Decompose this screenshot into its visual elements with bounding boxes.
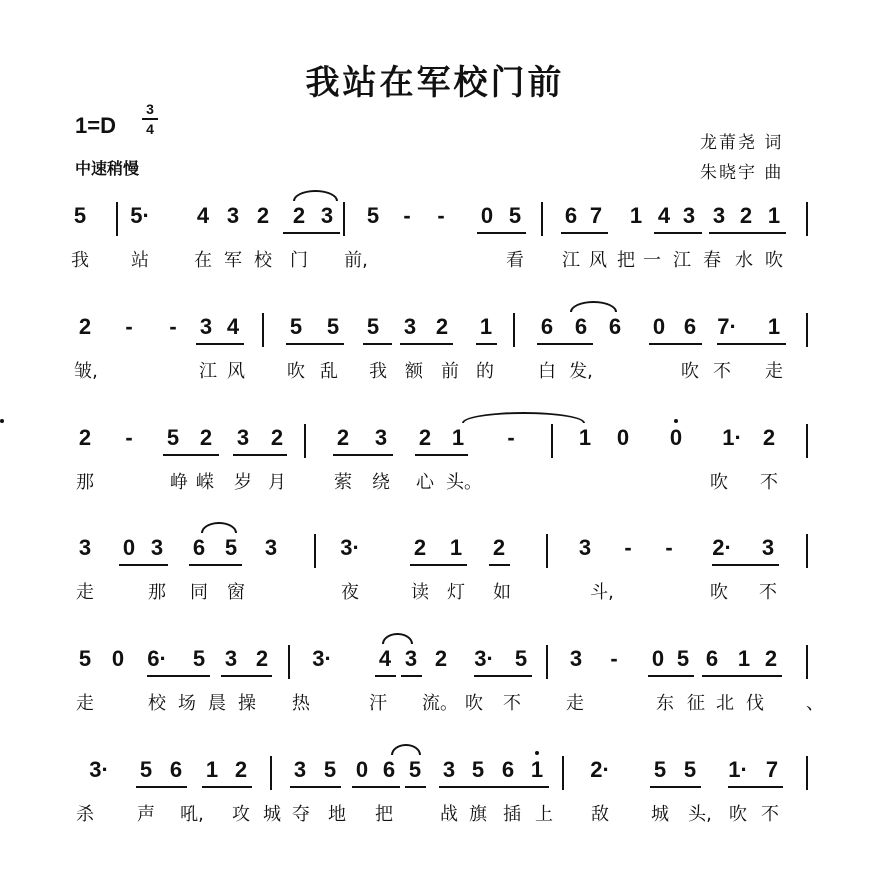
beam-underline: [401, 675, 422, 677]
lyric-syllable: 江: [199, 361, 217, 382]
beam-underline: [136, 786, 187, 788]
note: 0: [616, 425, 630, 450]
lyric-syllable: 白: [538, 361, 556, 382]
lyric-syllable: 吹: [729, 804, 747, 825]
beam-underline: [286, 343, 344, 345]
lyric-syllable: 头,: [688, 804, 712, 825]
note: 0: [652, 314, 666, 339]
beam-underline: [163, 454, 219, 456]
lyric-syllable: 月: [268, 472, 286, 493]
lyric-syllable: 上: [535, 804, 553, 825]
composer-credit: 朱晓宇 曲: [700, 163, 784, 183]
note: 4: [226, 314, 240, 339]
beam-underline: [477, 232, 526, 234]
lyric-syllable: 校: [254, 250, 272, 271]
tie-slur: [462, 412, 585, 423]
beam-underline: [439, 786, 549, 788]
lyric-syllable: 江: [562, 250, 580, 271]
note: 1: [578, 425, 592, 450]
notation-line: [0, 756, 870, 796]
note: 3: [78, 535, 92, 560]
lyric-syllable: 征: [687, 693, 705, 714]
note: 5: [326, 314, 340, 339]
octave-dot: [0, 419, 4, 423]
sustain-dash: -: [665, 535, 673, 560]
note: 3: [712, 203, 726, 228]
note: 3: [236, 425, 250, 450]
note: 1·: [722, 425, 742, 450]
lyric-syllable: 一: [643, 250, 661, 271]
beam-underline: [537, 343, 593, 345]
note: 6: [540, 314, 554, 339]
lyric-syllable: 吹: [710, 472, 728, 493]
sustain-dash: -: [403, 203, 411, 228]
lyric-line: [0, 468, 778, 493]
note: 5: [192, 646, 206, 671]
bar-line: [116, 202, 118, 236]
lyric-syllable: 发,: [569, 361, 593, 382]
note: 5: [73, 203, 87, 228]
note: 2: [78, 314, 92, 339]
beam-underline: [375, 675, 396, 677]
lyric-syllable: 窗: [227, 582, 245, 603]
lyric-syllable: 走: [765, 361, 783, 382]
beam-underline: [728, 786, 783, 788]
note: 3·: [474, 646, 494, 671]
bar-line: [806, 202, 808, 236]
notation-line: [0, 645, 870, 685]
lyric-syllable: 吹: [287, 361, 305, 382]
lyric-syllable: 春: [703, 250, 721, 271]
bar-line: [806, 424, 808, 458]
lyric-syllable: 场: [178, 693, 196, 714]
bar-line: [304, 424, 306, 458]
lyric-syllable: 江: [673, 250, 691, 271]
bar-line: [270, 756, 272, 790]
note: 5: [139, 757, 153, 782]
lyric-syllable: 水: [735, 250, 753, 271]
lyric-syllable: 旗: [469, 804, 487, 825]
lyric-syllable: 吹: [465, 693, 483, 714]
note: 4: [378, 646, 392, 671]
lyric-syllable: 不: [759, 582, 777, 603]
note: 1: [205, 757, 219, 782]
bar-line: [551, 424, 553, 458]
note: 3·: [340, 535, 360, 560]
lyric-syllable: 在: [194, 250, 212, 271]
lyric-syllable: 的: [476, 361, 494, 382]
lyric-syllable: 前,: [344, 250, 368, 271]
beam-underline: [410, 564, 467, 566]
lyric-syllable: 吼,: [180, 804, 204, 825]
lyric-syllable: 不: [760, 472, 778, 493]
lyric-syllable: 城: [651, 804, 669, 825]
sustain-dash: -: [437, 203, 445, 228]
lyric-syllable: 乱: [320, 361, 338, 382]
note: 7·: [717, 314, 737, 339]
beam-underline: [221, 675, 272, 677]
beam-underline: [119, 564, 168, 566]
note: 3: [199, 314, 213, 339]
note: 3: [293, 757, 307, 782]
note: 6: [705, 646, 719, 671]
lyric-syllable: 走: [76, 693, 94, 714]
note: 2: [418, 425, 432, 450]
note: 3: [404, 646, 418, 671]
note: 6: [192, 535, 206, 560]
note: 2: [764, 646, 778, 671]
note: 2: [762, 425, 776, 450]
note: 0: [669, 425, 683, 450]
bar-line: [562, 756, 564, 790]
lyric-syllable: 灯: [447, 582, 465, 603]
note: 5: [366, 314, 380, 339]
note: 2: [234, 757, 248, 782]
lyric-syllable: 吹: [710, 582, 728, 603]
note: 3·: [312, 646, 332, 671]
beam-underline: [405, 786, 426, 788]
lyric-syllable: 军: [224, 250, 242, 271]
note: 1: [479, 314, 493, 339]
note: 3: [320, 203, 334, 228]
note: 5: [224, 535, 238, 560]
lyric-syllable: 战: [440, 804, 458, 825]
note: 2: [413, 535, 427, 560]
beam-underline: [702, 675, 782, 677]
note: 6: [501, 757, 515, 782]
time-signature: [142, 101, 158, 137]
note: 5: [366, 203, 380, 228]
lyric-syllable: 风: [589, 250, 607, 271]
lyric-syllable: 热: [292, 693, 310, 714]
note: 5: [653, 757, 667, 782]
bar-line: [806, 534, 808, 568]
note: 0: [122, 535, 136, 560]
beam-underline: [290, 786, 341, 788]
lyric-syllable: 峥: [170, 472, 188, 493]
note: 2: [270, 425, 284, 450]
bar-line: [806, 313, 808, 347]
beam-underline: [712, 564, 779, 566]
lyric-syllable: 走: [566, 693, 584, 714]
lyric-syllable: 夺: [292, 804, 310, 825]
bar-line: [513, 313, 515, 347]
sustain-dash: -: [624, 535, 632, 560]
note: 5: [289, 314, 303, 339]
lyric-syllable: 、: [806, 693, 824, 714]
lyric-syllable: 敌: [591, 804, 609, 825]
note: 2: [199, 425, 213, 450]
lyric-syllable: 斗,: [590, 582, 614, 603]
lyric-syllable: 看: [506, 250, 524, 271]
beam-underline: [147, 675, 210, 677]
lyric-syllable: 吹: [681, 361, 699, 382]
beam-underline: [363, 343, 392, 345]
notation-line: [0, 424, 870, 464]
lyric-syllable: 岁: [234, 472, 252, 493]
tempo-marking: 中速稍慢: [75, 159, 140, 178]
note: 6: [608, 314, 622, 339]
lyric-syllable: 声: [137, 804, 155, 825]
octave-dot: [674, 419, 678, 423]
lyric-syllable: 心: [416, 472, 434, 493]
tie-slur: [391, 744, 421, 755]
time-signature-bottom: 4: [146, 121, 154, 137]
lyric-syllable: 前: [441, 361, 459, 382]
sustain-dash: -: [169, 314, 177, 339]
lyric-syllable: 把: [617, 250, 635, 271]
note: 5: [471, 757, 485, 782]
beam-underline: [648, 675, 694, 677]
lyric-syllable: 插: [503, 804, 521, 825]
lyric-syllable: 我: [71, 250, 89, 271]
lyric-syllable: 走: [76, 582, 94, 603]
beam-underline: [333, 454, 393, 456]
note: 4: [196, 203, 210, 228]
song-title: 我站在军校门前: [305, 63, 565, 103]
note: 0: [111, 646, 125, 671]
note: 6: [683, 314, 697, 339]
beam-underline: [649, 343, 702, 345]
note: 2·: [590, 757, 610, 782]
note: 2: [492, 535, 506, 560]
note: 2: [292, 203, 306, 228]
lyric-syllable: 不: [503, 693, 521, 714]
lyric-syllable: 把: [375, 804, 393, 825]
lyric-syllable: 流。: [422, 693, 458, 714]
lyric-syllable: 站: [131, 250, 149, 271]
key-signature: 1=D: [75, 113, 116, 138]
note: 3·: [89, 757, 109, 782]
tie-slur: [382, 633, 413, 644]
sustain-dash: -: [610, 646, 618, 671]
note: 1: [449, 535, 463, 560]
bar-line: [541, 202, 543, 236]
bar-line: [314, 534, 316, 568]
note: 7: [765, 757, 779, 782]
note: 3: [569, 646, 583, 671]
lyric-syllable: 夜: [341, 582, 359, 603]
note: 0: [651, 646, 665, 671]
lyric-syllable: 地: [328, 804, 346, 825]
note: 6: [564, 203, 578, 228]
beam-underline: [233, 454, 287, 456]
note: 7: [589, 203, 603, 228]
note: 5: [166, 425, 180, 450]
note: 0: [355, 757, 369, 782]
lyric-syllable: 那: [148, 582, 166, 603]
lyric-syllable: 城: [263, 804, 281, 825]
note: 5: [514, 646, 528, 671]
sustain-dash: -: [507, 425, 515, 450]
lyric-line: [0, 689, 824, 714]
notation-line: [0, 313, 870, 353]
lyric-syllable: 皱,: [74, 361, 98, 382]
lyric-syllable: 读: [411, 582, 429, 603]
beam-underline: [717, 343, 786, 345]
beam-underline: [654, 232, 702, 234]
beam-underline: [476, 343, 497, 345]
lyric-syllable: 如: [493, 582, 511, 603]
lyric-syllable: 额: [405, 361, 423, 382]
note: 6·: [147, 646, 167, 671]
lyric-syllable: 嵘: [196, 472, 214, 493]
note: 1: [530, 757, 544, 782]
note: 3: [403, 314, 417, 339]
note: 3: [224, 646, 238, 671]
lyric-syllable: 伐: [746, 693, 764, 714]
sustain-dash: -: [125, 314, 133, 339]
note: 2: [255, 646, 269, 671]
note: 5: [78, 646, 92, 671]
note: 4: [657, 203, 671, 228]
bar-line: [546, 645, 548, 679]
lyric-syllable: 东: [656, 693, 674, 714]
note: 2: [435, 314, 449, 339]
beam-underline: [189, 564, 242, 566]
lyric-line: [0, 357, 783, 382]
lyric-syllable: 萦: [334, 472, 352, 493]
note: 1: [767, 314, 781, 339]
lyric-syllable: 攻: [232, 804, 250, 825]
beam-underline: [352, 786, 400, 788]
tie-slur: [201, 522, 237, 533]
lyric-syllable: 那: [76, 472, 94, 493]
beam-underline: [650, 786, 701, 788]
beam-underline: [400, 343, 453, 345]
notation-line: [0, 202, 870, 242]
note: 2·: [712, 535, 732, 560]
bar-line: [806, 645, 808, 679]
note: 6: [574, 314, 588, 339]
sustain-dash: -: [125, 425, 133, 450]
lyric-syllable: 不: [713, 361, 731, 382]
note: 3: [442, 757, 456, 782]
note: 5·: [130, 203, 150, 228]
note: 1: [767, 203, 781, 228]
lyric-line: [0, 246, 783, 271]
note: 3: [264, 535, 278, 560]
note: 2: [434, 646, 448, 671]
tie-slur: [293, 190, 338, 201]
lyric-syllable: 绕: [372, 472, 390, 493]
lyric-syllable: 门: [290, 250, 308, 271]
lyric-syllable: 北: [716, 693, 734, 714]
note: 3: [578, 535, 592, 560]
lyric-syllable: 头。: [446, 472, 482, 493]
note: 1·: [728, 757, 748, 782]
note: 3: [682, 203, 696, 228]
note: 6: [382, 757, 396, 782]
beam-underline: [474, 675, 532, 677]
note: 2: [739, 203, 753, 228]
tie-slur: [570, 301, 617, 312]
note: 1: [451, 425, 465, 450]
lyric-line: [0, 578, 777, 603]
bar-line: [343, 202, 345, 236]
note: 5: [323, 757, 337, 782]
lyric-syllable: 杀: [76, 804, 94, 825]
bar-line: [262, 313, 264, 347]
note: 3: [226, 203, 240, 228]
beam-underline: [415, 454, 468, 456]
beam-underline: [283, 232, 340, 234]
note: 2: [78, 425, 92, 450]
note: 1: [737, 646, 751, 671]
beam-underline: [489, 564, 510, 566]
note: 1: [629, 203, 643, 228]
lyric-syllable: 汗: [369, 693, 387, 714]
note: 0: [480, 203, 494, 228]
octave-dot: [535, 751, 539, 755]
lyric-syllable: 同: [190, 582, 208, 603]
note: 3: [150, 535, 164, 560]
note: 6: [169, 757, 183, 782]
lyricist-credit: 龙莆尧 词: [700, 133, 784, 153]
beam-underline: [202, 786, 252, 788]
note: 5: [676, 646, 690, 671]
note: 2: [336, 425, 350, 450]
lyric-syllable: 我: [369, 361, 387, 382]
time-signature-top: 3: [146, 101, 154, 117]
note: 5: [408, 757, 422, 782]
note: 2: [256, 203, 270, 228]
lyric-syllable: 不: [761, 804, 779, 825]
lyric-syllable: 操: [238, 693, 256, 714]
note: 5: [683, 757, 697, 782]
lyric-line: [0, 800, 779, 825]
beam-underline: [709, 232, 786, 234]
beam-underline: [196, 343, 244, 345]
notation-line: [0, 534, 870, 574]
lyric-syllable: 风: [227, 361, 245, 382]
note: 5: [508, 203, 522, 228]
bar-line: [546, 534, 548, 568]
beam-underline: [561, 232, 608, 234]
lyric-syllable: 吹: [765, 250, 783, 271]
note: 3: [761, 535, 775, 560]
bar-line: [806, 756, 808, 790]
lyric-syllable: 晨: [208, 693, 226, 714]
bar-line: [288, 645, 290, 679]
note: 3: [374, 425, 388, 450]
lyric-syllable: 校: [148, 693, 166, 714]
